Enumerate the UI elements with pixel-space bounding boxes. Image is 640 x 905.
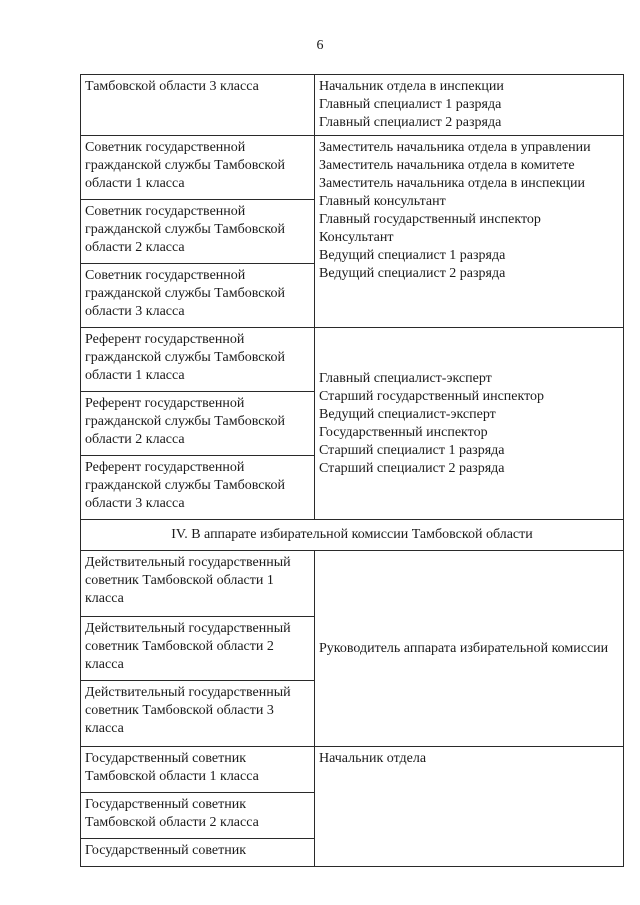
position-text: Заместитель начальника отдела в инспекции <box>319 176 585 191</box>
table-cell-positions <box>315 328 624 520</box>
position-text: Ведущий специалист 1 разряда <box>319 248 506 263</box>
table-cell-grade <box>81 747 315 793</box>
table-cell-grade <box>81 793 315 839</box>
table-cell-grade <box>81 681 315 747</box>
grade-text: Действительный государственный советник Тамбовской области 2 класса <box>85 621 291 672</box>
grade-text: Действительный государственный советник Тамбовской области 1 класса <box>85 555 291 606</box>
grades-table <box>80 74 624 867</box>
grade-text: Государственный советник Тамбовской области 1 класса <box>85 751 259 784</box>
table-cell-grade <box>81 392 315 456</box>
table-row <box>81 747 624 793</box>
grade-text: Референт государственной гражданской службы Тамбовской области 3 класса <box>85 460 286 511</box>
section-heading: IV. В аппарате избирательной комиссии Тамбовской области <box>81 520 624 551</box>
position-text: Начальник отдела в инспекции <box>319 79 504 94</box>
table-cell-positions <box>315 136 624 328</box>
table-row <box>81 75 624 136</box>
table-cell-grade <box>81 75 315 136</box>
grade-text: Советник государственной гражданской службы Тамбовской области 2 класса <box>85 204 286 255</box>
table-cell-grade <box>81 264 315 328</box>
grade-text: Тамбовской области 3 класса <box>85 79 259 94</box>
grade-text: Советник государственной гражданской службы Тамбовской области 1 класса <box>85 140 286 191</box>
grade-text: Референт государственной гражданской службы Тамбовской области 2 класса <box>85 396 286 447</box>
grade-text: Действительный государственный советник Тамбовской области 3 класса <box>85 685 291 736</box>
table-cell-grade <box>81 617 315 681</box>
grade-text: Референт государственной гражданской службы Тамбовской области 1 класса <box>85 332 286 383</box>
table-cell-grade <box>81 200 315 264</box>
table-cell-grade <box>81 136 315 200</box>
position-text: Руководитель аппарата избирательной комиссии <box>319 640 609 656</box>
position-text: Начальник отдела <box>319 751 427 766</box>
position-text: Ведущий специалист-эксперт <box>319 406 496 422</box>
position-text: Главный государственный инспектор <box>319 212 541 227</box>
position-text: Консультант <box>319 230 394 245</box>
table-cell-grade <box>81 839 315 867</box>
grade-text: Советник государственной гражданской службы Тамбовской области 3 класса <box>85 268 286 319</box>
page-number: 6 <box>316 38 324 53</box>
grade-text: Государственный советник Тамбовской области 2 класса <box>85 797 259 830</box>
table-row <box>81 551 624 617</box>
table-row <box>81 136 624 200</box>
position-text: Государственный инспектор <box>319 424 488 440</box>
grade-text: Государственный советник <box>85 843 247 858</box>
position-text: Главный специалист-эксперт <box>319 370 492 386</box>
position-text: Заместитель начальника отдела в управлении <box>319 140 591 155</box>
position-text: Главный консультант <box>319 194 446 209</box>
table-row <box>81 520 624 551</box>
position-text: Главный специалист 2 разряда <box>319 115 502 130</box>
table-cell-grade <box>81 551 315 617</box>
position-text: Ведущий специалист 2 разряда <box>319 266 506 281</box>
table-cell-positions <box>315 75 624 136</box>
position-text: Старший специалист 2 разряда <box>319 460 505 476</box>
position-text: Главный специалист 1 разряда <box>319 97 502 112</box>
position-text: Заместитель начальника отдела в комитете <box>319 158 575 173</box>
table-cell-grade <box>81 456 315 520</box>
table-row <box>81 328 624 392</box>
table-cell-positions <box>315 551 624 747</box>
position-text: Старший специалист 1 разряда <box>319 442 505 458</box>
position-text: Старший государственный инспектор <box>319 388 545 404</box>
table-cell-positions <box>315 747 624 867</box>
table-cell-grade <box>81 328 315 392</box>
